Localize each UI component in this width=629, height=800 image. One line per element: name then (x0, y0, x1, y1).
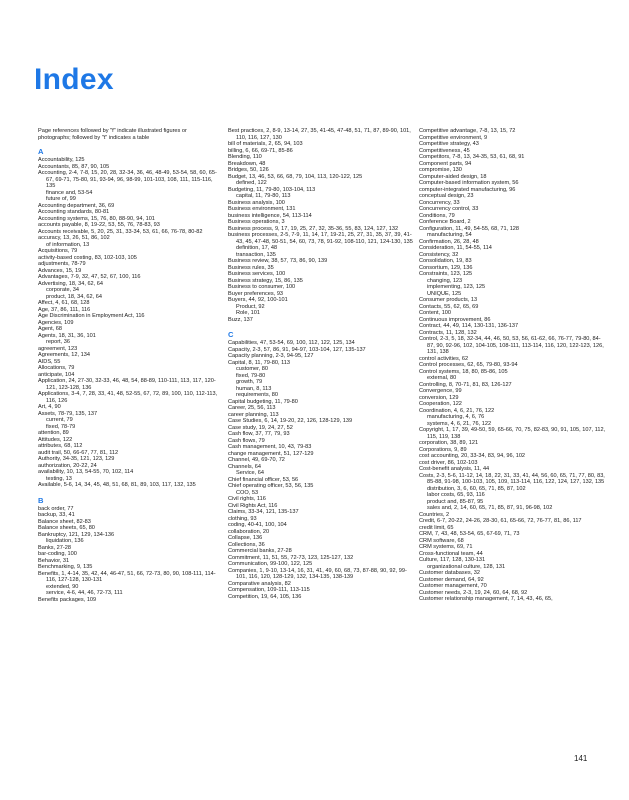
index-subentry: Product, 92 (236, 303, 265, 310)
index-column-2 (228, 128, 413, 600)
index-entry: Accountants, 85, 87, 90, 105 (38, 163, 110, 170)
index-entry: Channel, 49, 69-70, 72 (228, 457, 285, 463)
index-entry: Component parts, 94 (419, 160, 472, 167)
index-column-1 (38, 128, 218, 603)
index-entry: Cash management, 10, 43, 79-83 (228, 444, 312, 450)
index-entry: collaboration, 20 (228, 528, 270, 535)
index-entry: Commercial banks, 27-28 (228, 548, 292, 554)
index-entry: Chief financial officer, 53, 56 (228, 476, 299, 483)
index-entry: Accounts receivable, 5, 20, 25, 31, 33-34, 53, 61, 66, 76-78, 80-82 (38, 228, 203, 235)
index-entry: Cross-functional team, 44 (419, 550, 483, 557)
index-subentry: of information, 13 (46, 241, 90, 248)
index-entry: Communication, 99-100, 122, 125 (228, 561, 313, 567)
index-entry: Business services, 100 (228, 271, 286, 277)
index-entry: Comparative analysis, 82 (228, 580, 291, 587)
index-subentry: requirements, 80 (236, 392, 278, 398)
index-entry: authorization, 20-22, 24 (38, 462, 97, 469)
index-entry: Chief operating officer, 53, 56, 135 (228, 483, 314, 489)
index-subentry: implementing, 123, 125 (427, 284, 486, 290)
index-subentry: liquidation, 136 (46, 538, 84, 544)
index-entry: Business analysis, 100 (228, 199, 285, 206)
index-entry: Accounting department, 36, 69 (38, 202, 115, 209)
index-entry: Accounting, 2-4, 7-8, 15, 20, 28, 32-34, 36, 46, 48-49, 53-54, 58, 60, 65-67, 69-71, 75-80, 91, 93-94, 96, 98-99, 101-103, 108, 111, 115-116, 135 (38, 170, 217, 189)
index-entries-3 (419, 128, 607, 603)
index-entry: conversion, 129 (419, 394, 459, 401)
index-subentry: fixed, 79-80 (236, 372, 266, 379)
index-entry: bar-coding, 100 (38, 551, 77, 557)
index-subentry: extended, 90 (46, 583, 79, 590)
index-subentry: systems, 4, 6, 21, 76, 122 (427, 420, 492, 427)
page-number: 141 (574, 754, 588, 763)
index-entry: Business review, 38, 57, 73, 86, 90, 139 (228, 258, 328, 264)
index-subentry: defined, 122 (236, 180, 267, 186)
index-entry: Available, 5-6, 14, 34, 45, 48, 51, 68, 81, 89, 103, 117, 132, 135 (38, 482, 196, 488)
index-entry: back order, 77 (38, 505, 74, 512)
index-entry: CRM, 7, 43, 48, 53-54, 65, 67-69, 71, 73 (419, 531, 520, 537)
index-subentry: labor costs, 65, 93, 116 (427, 492, 485, 498)
index-entry: Bankruptcy, 121, 129, 134-136 (38, 531, 115, 538)
index-entry: Competition, 19, 64, 105, 136 (228, 593, 302, 600)
index-entry: Benefits packages, 109 (38, 596, 97, 603)
index-entry: accuracy, 13, 26, 51, 86, 102 (38, 235, 110, 241)
index-subentry: report, 36 (46, 339, 70, 345)
index-subentry: manufacturing, 54 (427, 232, 472, 238)
index-entry: adjustments, 78-79 (38, 261, 86, 267)
index-entry: attributes, 68, 112 (38, 443, 83, 449)
index-subentry: manufacturing, 4, 6, 76 (427, 414, 485, 420)
index-entry: Control processes, 62, 65, 79-80, 93-94 (419, 362, 518, 368)
index-entry: Control, 2-3, 5, 18, 32-34, 44, 46, 50, 53, 56, 61-62, 66, 76-77, 79-80, 84-87, 90, 92-96, 102, 104-105, 108-111, 113-114, 116, 120, 122-123, 126, 131, 138 (419, 336, 604, 355)
index-entry: Business operations, 3 (228, 219, 285, 225)
index-subentry: sales and, 2, 14, 60, 65, 71, 85, 87, 91, 96-98, 102 (427, 505, 553, 511)
index-entries-2 (228, 128, 413, 600)
index-entry: Consistency, 32 (419, 251, 459, 258)
index-entry: Benchmarking, 9, 135 (38, 564, 93, 570)
index-entry: Agreements, 12, 134 (38, 352, 90, 358)
index-entry: Capacity, 2-3, 57, 86, 91, 94-97, 103-104, 127, 135-137 (228, 346, 366, 353)
index-entry: Coordination, 4, 6, 21, 76, 122 (419, 407, 495, 414)
index-subentry: transaction, 135 (236, 251, 276, 258)
index-entry: Buyer preferences, 93 (228, 290, 284, 297)
index-entry: Configuration, 11, 49, 54-55, 68, 71, 128 (419, 225, 520, 232)
index-entry: Claims, 33-34, 121, 135-137 (228, 509, 299, 515)
index-entry: Applications, 3-4, 7, 28, 33, 41, 48, 52-55, 67, 72, 89, 100, 110, 112-113, 116, 126 (38, 391, 218, 404)
index-entry: Civil rights, 116 (228, 496, 266, 502)
index-entry: cost driver, 86, 102-103 (419, 459, 478, 466)
index-entry: Blending, 110 (228, 154, 262, 160)
index-entry: attention, 89 (38, 430, 69, 436)
index-entry: Civil Rights Act, 116 (228, 502, 278, 509)
section-letter: B (38, 495, 44, 505)
index-entry: Countries, 2 (419, 511, 450, 518)
index-entry: Application, 24, 27-30, 32-33, 46, 48, 54, 88-89, 110-111, 113, 117, 120-121, 123-128, 136 (38, 378, 216, 391)
index-entry: Breakdown, 48 (228, 160, 266, 167)
index-entry: Competitive strategy, 43 (419, 141, 479, 147)
index-entry: business processes, 2-5, 7-9, 11, 14, 17, 19-21, 25, 27, 31, 35, 37, 39, 41-43, 45, 47-48, 50-51, 54, 60, 73, 78, 91-92, 108-110, 121, 124-130, 135 (228, 232, 413, 245)
index-entry: Conditions, 79 (419, 212, 455, 219)
index-entry: Capacity planning, 2-3, 94-95, 127 (228, 353, 314, 359)
index-entry: Business environment, 131 (228, 206, 296, 212)
index-entry: Consolidation, 19, 83 (419, 258, 472, 264)
index-entry: Age, 37, 86, 111, 116 (38, 306, 91, 313)
index-entry: Companies, 1, 9-10, 13-14, 16, 31, 41, 49, 60, 68, 73, 87-88, 90, 92, 99-101, 116, 120, 128-129, 132, 134-135, 138-139 (228, 567, 407, 580)
index-entry: Age Discrimination in Employment Act, 116 (38, 313, 145, 319)
index-subentry: COO, 53 (236, 489, 259, 496)
index-subentry: product, 18, 34, 62, 64 (46, 293, 102, 300)
index-entry: Compensation, 109-111, 113-115 (228, 587, 310, 593)
index-entry: credit limit, 65 (419, 524, 454, 531)
index-entry: Customer management, 70 (419, 583, 487, 589)
index-subentry: current, 79 (46, 417, 73, 423)
index-subentry: organizational culture, 128, 131 (427, 563, 506, 570)
index-entry: Channels, 64 (228, 463, 261, 470)
index-entry: Contract, 44, 49, 114, 130-131, 136-137 (419, 323, 519, 329)
index-subentry: corporate, 34 (46, 287, 79, 293)
section-letter: A (38, 147, 44, 156)
index-entries-1 (38, 147, 218, 603)
index-subentry: product and, 85-87, 95 (427, 498, 484, 505)
index-entry: career planning, 113 (228, 411, 279, 418)
index-entry: Balance sheet, 82-83 (38, 518, 91, 525)
index-entry: Cost-benefit analysis, 11, 44 (419, 466, 490, 472)
index-entry: activity-based costing, 83, 102-103, 105 (38, 254, 137, 261)
index-entry: AIDS, 55 (38, 358, 61, 365)
index-subentry: Service, 64 (236, 470, 264, 476)
index-entry: backup, 33, 41 (38, 512, 75, 518)
index-entry: Authority, 34-35, 121, 123, 129 (38, 456, 115, 462)
index-entry: Business rules, 35 (228, 264, 274, 271)
index-entry: accounts payable, 8, 19-22, 53, 55, 76, 78-83, 93 (38, 222, 160, 228)
index-entry: CRM software, 68 (419, 537, 464, 544)
index-entry: Advances, 15, 19 (38, 267, 82, 274)
index-entry: Best practices, 2, 8-9, 13-14, 27, 35, 41-45, 47-48, 51, 71, 87, 89-90, 101, 110, 116, 127, 130 (228, 128, 411, 141)
index-subentry: changing, 123 (427, 277, 463, 284)
index-subentry: definition, 17, 48 (236, 245, 278, 251)
index-subentry: future of, 99 (46, 196, 76, 202)
index-entry: Constraints, 123, 125 (419, 271, 473, 277)
index-entry: computer-integrated manufacturing, 96 (419, 186, 516, 193)
index-entry: Cooperation, 122 (419, 401, 462, 407)
index-entry: Buyers, 44, 92, 100-101 (228, 297, 288, 303)
index-entry: Concurrency, 33 (419, 199, 460, 206)
index-entry: Budgeting, 11, 79-80, 103-104, 113 (228, 186, 316, 193)
index-entry: Capabilities, 47, 53-54, 69, 100, 112, 122, 125, 134 (228, 340, 355, 346)
index-entry: Accountability, 125 (38, 157, 85, 163)
index-entry: Benefits, 1, 4-14, 35, 42, 44, 46-47, 51, 66, 72-73, 80, 90, 108-111, 114-116, 127-128, 130-131 (38, 570, 216, 583)
index-entry: Culture, 117, 128, 130-131 (419, 557, 486, 563)
index-entry: bill of materials, 2, 65, 94, 103 (228, 141, 303, 147)
index-entry: audit trail, 50, 66-67, 77, 81, 112 (38, 449, 119, 456)
index-entry: Computer-aided design, 18 (419, 173, 487, 180)
index-subentry: testing, 13 (46, 475, 72, 482)
index-title: Index (34, 63, 114, 96)
index-entry: corporation, 38, 89, 121 (419, 440, 479, 446)
index-entry: Agent, 68 (38, 326, 62, 332)
index-entry: Corporations, 9, 89 (419, 446, 467, 453)
index-entry: Consortium, 129, 136 (419, 264, 473, 271)
index-entry: Cash flows, 79 (228, 437, 265, 444)
index-entry: Banks, 27-28 (38, 544, 71, 551)
index-entry: Capital budgeting, 11, 79-80 (228, 398, 298, 405)
index-entry: Allocations, 79 (38, 365, 75, 371)
index-entry: billing, 6, 66, 69-71, 85-86 (228, 147, 293, 154)
index-subentry: customer, 80 (236, 366, 269, 372)
index-entry: coding, 40-41, 100, 104 (228, 522, 287, 528)
index-subentry: capital, 11, 79-80, 113 (236, 193, 291, 199)
index-entry: Customer needs, 2-3, 19, 24, 60, 64, 68, 92 (419, 589, 528, 596)
section-letter: C (228, 330, 234, 339)
index-entry: Acquisitions, 79 (38, 248, 78, 254)
index-entry: Bridges, 50, 126 (228, 167, 269, 173)
index-entry: Art, 4, 90 (38, 404, 61, 410)
index-entry: Contacts, 55, 62, 65, 69 (419, 303, 479, 310)
index-entry: Career, 25, 56, 113 (228, 405, 276, 411)
index-entry: Accounting standards, 80-81 (38, 209, 110, 215)
index-entry: Advantages, 7-9, 32, 47, 52, 67, 100, 116 (38, 274, 141, 280)
index-entry: Business strategy, 15, 86, 135 (228, 277, 303, 284)
index-intro-note: Page references followed by "f" indicate illustrated figures or photographs; followed by "t" indicates a table (38, 128, 187, 141)
index-entry: business intelligence, 54, 113-114 (228, 212, 312, 219)
index-entry: Consideration, 11, 54-55, 114 (419, 245, 492, 251)
index-entry: Competitive advantage, 7-8, 13, 15, 72 (419, 128, 516, 134)
index-entry: Balance sheets, 65, 80 (38, 525, 95, 531)
index-entry: Collections, 36 (228, 541, 265, 548)
index-entry: Accounting systems, 15, 76, 80, 88-90, 94, 101 (38, 215, 155, 222)
index-entry: Agencies, 109 (38, 319, 74, 326)
index-entry: Behavior, 31 (38, 557, 70, 564)
index-entry: Controlling, 8, 70-71, 81, 83, 126-127 (419, 381, 512, 388)
index-entry: anticipate, 104 (38, 371, 75, 378)
index-entry: Customer relationship management, 7, 14, 43, 46, 65, (419, 596, 553, 602)
index-entry: Budget, 13, 46, 53, 66, 68, 79, 104, 113, 120-122, 125 (228, 173, 363, 180)
index-entry: Continuous improvement, 86 (419, 316, 491, 323)
index-entry: Copyright, 1, 17, 39, 49-50, 59, 65-66, 70, 75, 82-83, 90, 91, 105, 107, 112, 115, 119, 138 (419, 427, 606, 440)
index-subentry: growth, 79 (236, 379, 263, 385)
index-subentry: service, 4-6, 44, 46, 72-73, 111 (46, 590, 123, 596)
index-entry: agreement, 123 (38, 345, 78, 352)
index-entry: Case Studies, 6, 14, 19-20, 22, 126, 128-129, 139 (228, 418, 353, 424)
index-entry: Conference Board, 2 (419, 219, 471, 225)
index-entry: compromise, 130 (419, 167, 462, 173)
index-entry: Commitment, 11, 51, 55, 72-73, 123, 125-127, 132 (228, 554, 354, 561)
index-entry: Customer demand, 64, 92 (419, 576, 484, 583)
index-entry: Credit, 6-7, 20-22, 24-26, 28-30, 61, 65-66, 72, 76-77, 81, 86, 117 (419, 518, 582, 524)
index-entry: Competitors, 7-8, 13, 34-35, 53, 61, 68, 91 (419, 154, 525, 160)
index-entry: Convergence, 99 (419, 388, 462, 394)
index-entry: Confirmation, 26, 28, 48 (419, 238, 479, 245)
index-entry: Capital, 8, 11, 79-80, 113 (228, 359, 290, 366)
index-entry: Costs, 2-3, 5-6, 11-12, 14, 18, 22, 31, 33, 41, 44, 56, 60, 65, 71, 77, 80, 83, 85-88, 91-98, 100-103, 105, 109, 113-114, 116, 122, 124, 127, 132, 135 (419, 472, 605, 485)
index-subentry: Role, 101 (236, 310, 260, 316)
index-entry: Buzz, 137 (228, 316, 253, 323)
index-entry: Computer-based information system, 56 (419, 180, 519, 186)
index-entry: Consumer products, 13 (419, 297, 478, 303)
index-entry: Case study, 19, 24, 27, 52 (228, 424, 293, 431)
index-entry: Cash flow, 37, 77, 79, 93 (228, 431, 290, 437)
index-entry: Competitive environment, 9 (419, 134, 488, 141)
index-entry: Business process, 9, 17, 19, 25, 27, 32, 35-36, 55, 83, 124, 127, 132 (228, 225, 399, 232)
index-entry: Competitiveness, 45 (419, 147, 470, 154)
index-entry: conceptual design, 23 (419, 193, 474, 199)
index-entry: clothing, 93 (228, 515, 257, 522)
index-subentry: fixed, 78-79 (46, 423, 76, 430)
index-subentry: distribution, 3, 6, 60, 65, 71, 85, 87, 102 (427, 485, 526, 492)
index-entry: Affect, 4, 61, 68, 128 (38, 300, 90, 306)
index-entry: availability, 10, 13, 54-55, 70, 102, 114 (38, 469, 134, 475)
index-subentry: UNIQUE, 125 (427, 290, 462, 297)
index-entry: Concurrency control, 33 (419, 206, 479, 212)
index-entry: Agents, 18, 31, 36, 101 (38, 332, 96, 339)
index-entry: control activities, 62 (419, 355, 469, 362)
index-column-3 (419, 128, 607, 603)
index-entry: Content, 100 (419, 310, 452, 316)
index-entry: change management, 51, 127-129 (228, 450, 314, 457)
index-entry: cost accounting, 20, 33-34, 83, 94, 96, 102 (419, 453, 526, 459)
index-entry: Customer databases, 32 (419, 570, 480, 576)
index-entry: Control systems, 18, 80, 85-86, 105 (419, 368, 508, 375)
index-entry: Business to consumer, 100 (228, 284, 296, 290)
index-subentry: finance and, 53-54 (46, 189, 93, 196)
index-subentry: human, 8, 113 (236, 385, 272, 392)
index-entry: CRM systems, 69, 71 (419, 544, 473, 550)
index-entry: Contracts, 11, 128, 132 (419, 329, 477, 336)
index-entry: Collapse, 136 (228, 535, 263, 541)
index-entry: Attitudes, 122 (38, 436, 73, 443)
index-subentry: external, 80 (427, 375, 457, 381)
index-entry: Assets, 78-79, 135, 137 (38, 410, 98, 417)
index-entry: Advertising, 18, 34, 62, 64 (38, 280, 103, 287)
